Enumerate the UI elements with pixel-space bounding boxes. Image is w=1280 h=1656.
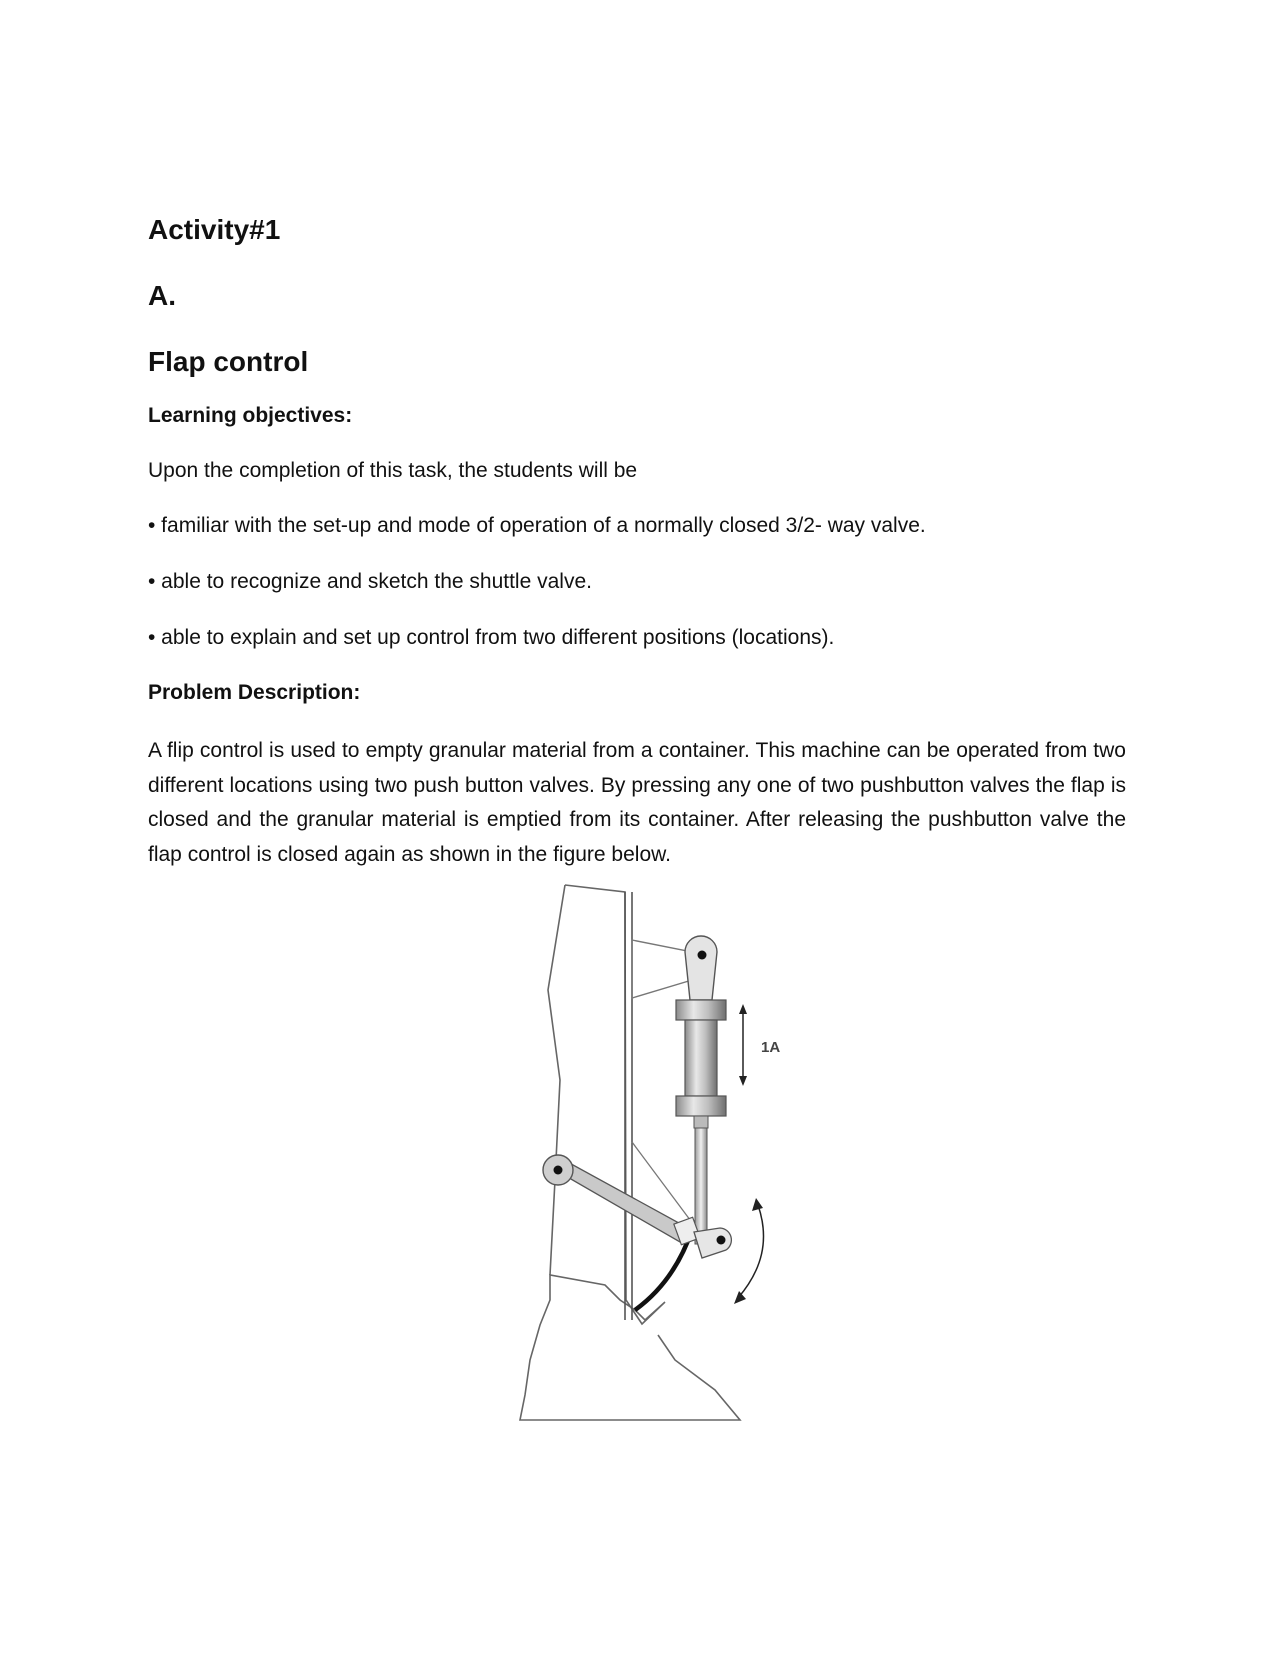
cylinder-barrel — [685, 1020, 717, 1096]
lever-pivot-pin — [554, 1166, 563, 1175]
cylinder-end-cap-bottom — [676, 1096, 726, 1116]
stroke-arrow-head-down — [739, 1076, 747, 1086]
objective-item: • able to recognize and sketch the shuttle valve. — [148, 570, 592, 593]
clevis-pin — [698, 951, 707, 960]
rotation-arrow-head-bottom — [734, 1291, 746, 1304]
intro-line: Upon the completion of this task, the students will be — [148, 459, 638, 482]
piston-rod — [695, 1128, 707, 1244]
problem-description-heading: Problem Description: — [148, 681, 361, 704]
crank-pin — [717, 1236, 726, 1245]
container-left-edge — [548, 885, 565, 1275]
rotation-arrow-head-top — [752, 1198, 763, 1211]
cylinder-end-cap-top — [676, 1000, 726, 1020]
section-letter: A. — [148, 280, 176, 311]
problem-description-text: A flip control is used to empty granular material from a container. This machine can be operated from two different locations using two push button valves. By pressing any one of two pushbutton valves the flap is closed and the granular material is emptied from its container. After releasing the pushbutton valve the flap control is closed again as shown in the figure below. — [148, 739, 1126, 866]
flap-mechanism-diagram — [480, 880, 880, 1440]
rotation-arrow — [738, 1205, 764, 1298]
flap-control-figure — [480, 880, 880, 1440]
crank-plate — [694, 1228, 731, 1258]
rod-gland — [694, 1116, 708, 1128]
stroke-arrow-head-up — [739, 1004, 747, 1014]
cylinder-label: 1A — [761, 1039, 781, 1056]
lever-arm — [557, 1160, 688, 1242]
cylinder-bracket — [632, 940, 692, 998]
cylinder-clevis — [685, 936, 717, 1000]
learning-objectives-heading: Learning objectives: — [148, 404, 353, 427]
activity-title: Activity#1 — [148, 214, 281, 245]
objective-item: • able to explain and set up control from two different positions (locations). — [148, 626, 835, 649]
task-title: Flap control — [148, 346, 309, 377]
objective-item: • familiar with the set-up and mode of operation of a normally closed 3/2- way valve. — [148, 514, 926, 537]
